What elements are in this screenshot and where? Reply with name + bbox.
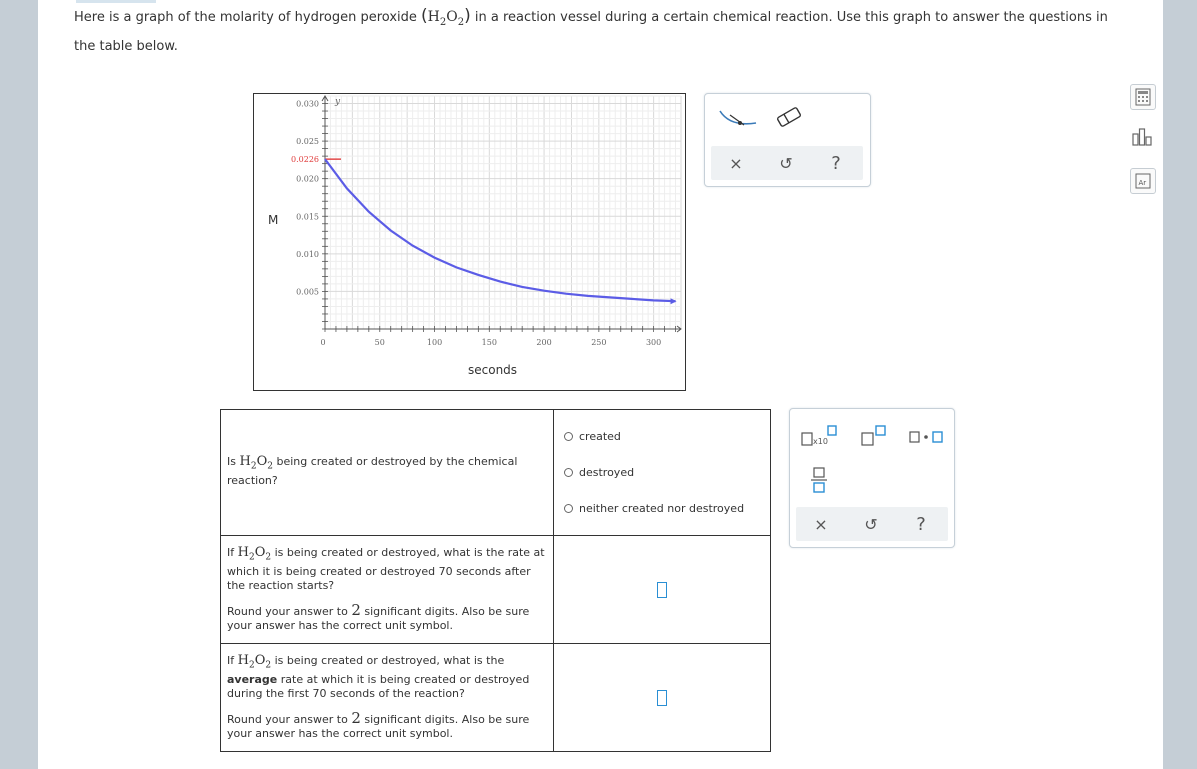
scientific-notation-button[interactable]	[800, 423, 840, 449]
x-axis-label: seconds	[468, 363, 518, 377]
fraction-button[interactable]	[806, 465, 832, 495]
question-2-cell: If $H_2O_2$ is being created or destroyed, what is the rate at which it is being created or destroyed 70 seconds after the reaction starts? Round your answer to 2 significant digits. Also be sure your answer has the correct unit symbol.	[221, 536, 554, 644]
graph-tool-panel	[704, 93, 871, 187]
x-tick-label: 150	[481, 338, 497, 347]
x-tick-label: 250	[591, 338, 607, 347]
question-row-1	[221, 410, 771, 536]
average-rate-input[interactable]	[657, 690, 667, 706]
grid	[325, 96, 681, 329]
rate-70s-input[interactable]	[657, 582, 667, 598]
y-axis-label: M	[268, 213, 279, 227]
clear-answer-button[interactable]: ×	[814, 514, 828, 534]
option-neither[interactable]: neither created nor destroyed	[554, 491, 770, 527]
radio-created[interactable]	[564, 432, 573, 441]
y-tick-label: 0.025	[296, 137, 319, 147]
x-tick-label: 100	[426, 338, 443, 347]
multiply-button[interactable]	[906, 423, 946, 449]
top-tab	[76, 0, 156, 3]
y-tick-label: 0.005	[296, 287, 319, 297]
h2o2-formula: $H_2O_2$	[237, 545, 272, 563]
radio-destroyed[interactable]	[564, 468, 573, 477]
question-3-cell: If $H_2O_2$ is being created or destroyed, what is the average rate at which it is being created or destroyed during the first 70 seconds of the reaction? Round your answer to 2 significant digits. Also be sure your answer has the correct unit symbol.	[221, 644, 554, 752]
h2o2-formula: $H_2O_2$	[427, 9, 465, 28]
highlight-label: 0.0226	[291, 155, 319, 165]
radio-neither[interactable]	[564, 504, 573, 513]
y-tick-label: 0.030	[296, 99, 319, 109]
periodic-table-icon[interactable]	[1130, 168, 1156, 194]
graph-tool-actions	[711, 146, 863, 180]
intro-text-before: Here is a graph of the molarity of hydrogen peroxide	[74, 10, 417, 25]
h2o2-formula: $H_2O_2$	[237, 653, 272, 671]
calculator-icon[interactable]	[1130, 84, 1156, 110]
answer-2-cell	[554, 536, 771, 644]
x-tick-label: 200	[536, 338, 552, 347]
sci-label: x10	[813, 437, 828, 446]
answer-1-cell	[554, 410, 771, 536]
answer-tool-actions	[796, 507, 948, 541]
y-axis-letter: y	[335, 97, 341, 107]
bar-chart-icon[interactable]	[1130, 125, 1154, 149]
intro-text: Here is a graph of the molarity of hydrogen peroxide $(H_2O_2)$ in a reaction vessel during a certain chemical reaction. Use this graph to answer the questions in the table below.	[74, 6, 1108, 54]
question-row-2	[221, 536, 771, 644]
h2o2-formula: $H_2O_2$	[239, 454, 273, 472]
answer-3-cell	[554, 644, 771, 752]
svg-text:Ar: Ar	[1138, 179, 1147, 187]
question-table	[220, 409, 771, 752]
answer-tool-panel	[789, 408, 955, 548]
y-tick-label: 0.015	[296, 212, 319, 222]
help-answer-button[interactable]: ?	[916, 513, 926, 535]
x-tick-label: 300	[645, 338, 662, 347]
option-destroyed[interactable]: destroyed	[554, 455, 770, 491]
question-1-cell: Is $H_2O_2$ being created or destroyed by the chemical reaction?	[221, 410, 554, 536]
curve-tool-icon[interactable]	[713, 102, 763, 132]
right-margin	[1163, 0, 1197, 769]
x-tick-label: 0	[320, 338, 326, 347]
graph-container	[253, 93, 686, 391]
superscript-button[interactable]	[856, 423, 890, 449]
left-margin	[0, 0, 38, 769]
clear-graph-button[interactable]: ×	[729, 153, 743, 173]
undo-graph-button[interactable]: ↺	[779, 153, 793, 173]
option-created[interactable]: created	[554, 419, 770, 455]
eraser-icon[interactable]	[767, 102, 811, 132]
intro-text-after: in a reaction vessel during a certain chemical reaction. Use this graph to answer the questions in the table below.	[74, 10, 1108, 54]
y-tick-label: 0.020	[296, 174, 319, 184]
question-row-3	[221, 644, 771, 752]
undo-answer-button[interactable]: ↺	[864, 514, 878, 534]
y-tick-label: 0.010	[296, 249, 319, 259]
help-graph-button[interactable]: ?	[831, 152, 841, 174]
molarity-graph[interactable]	[254, 94, 685, 390]
x-tick-label: 50	[374, 338, 385, 347]
